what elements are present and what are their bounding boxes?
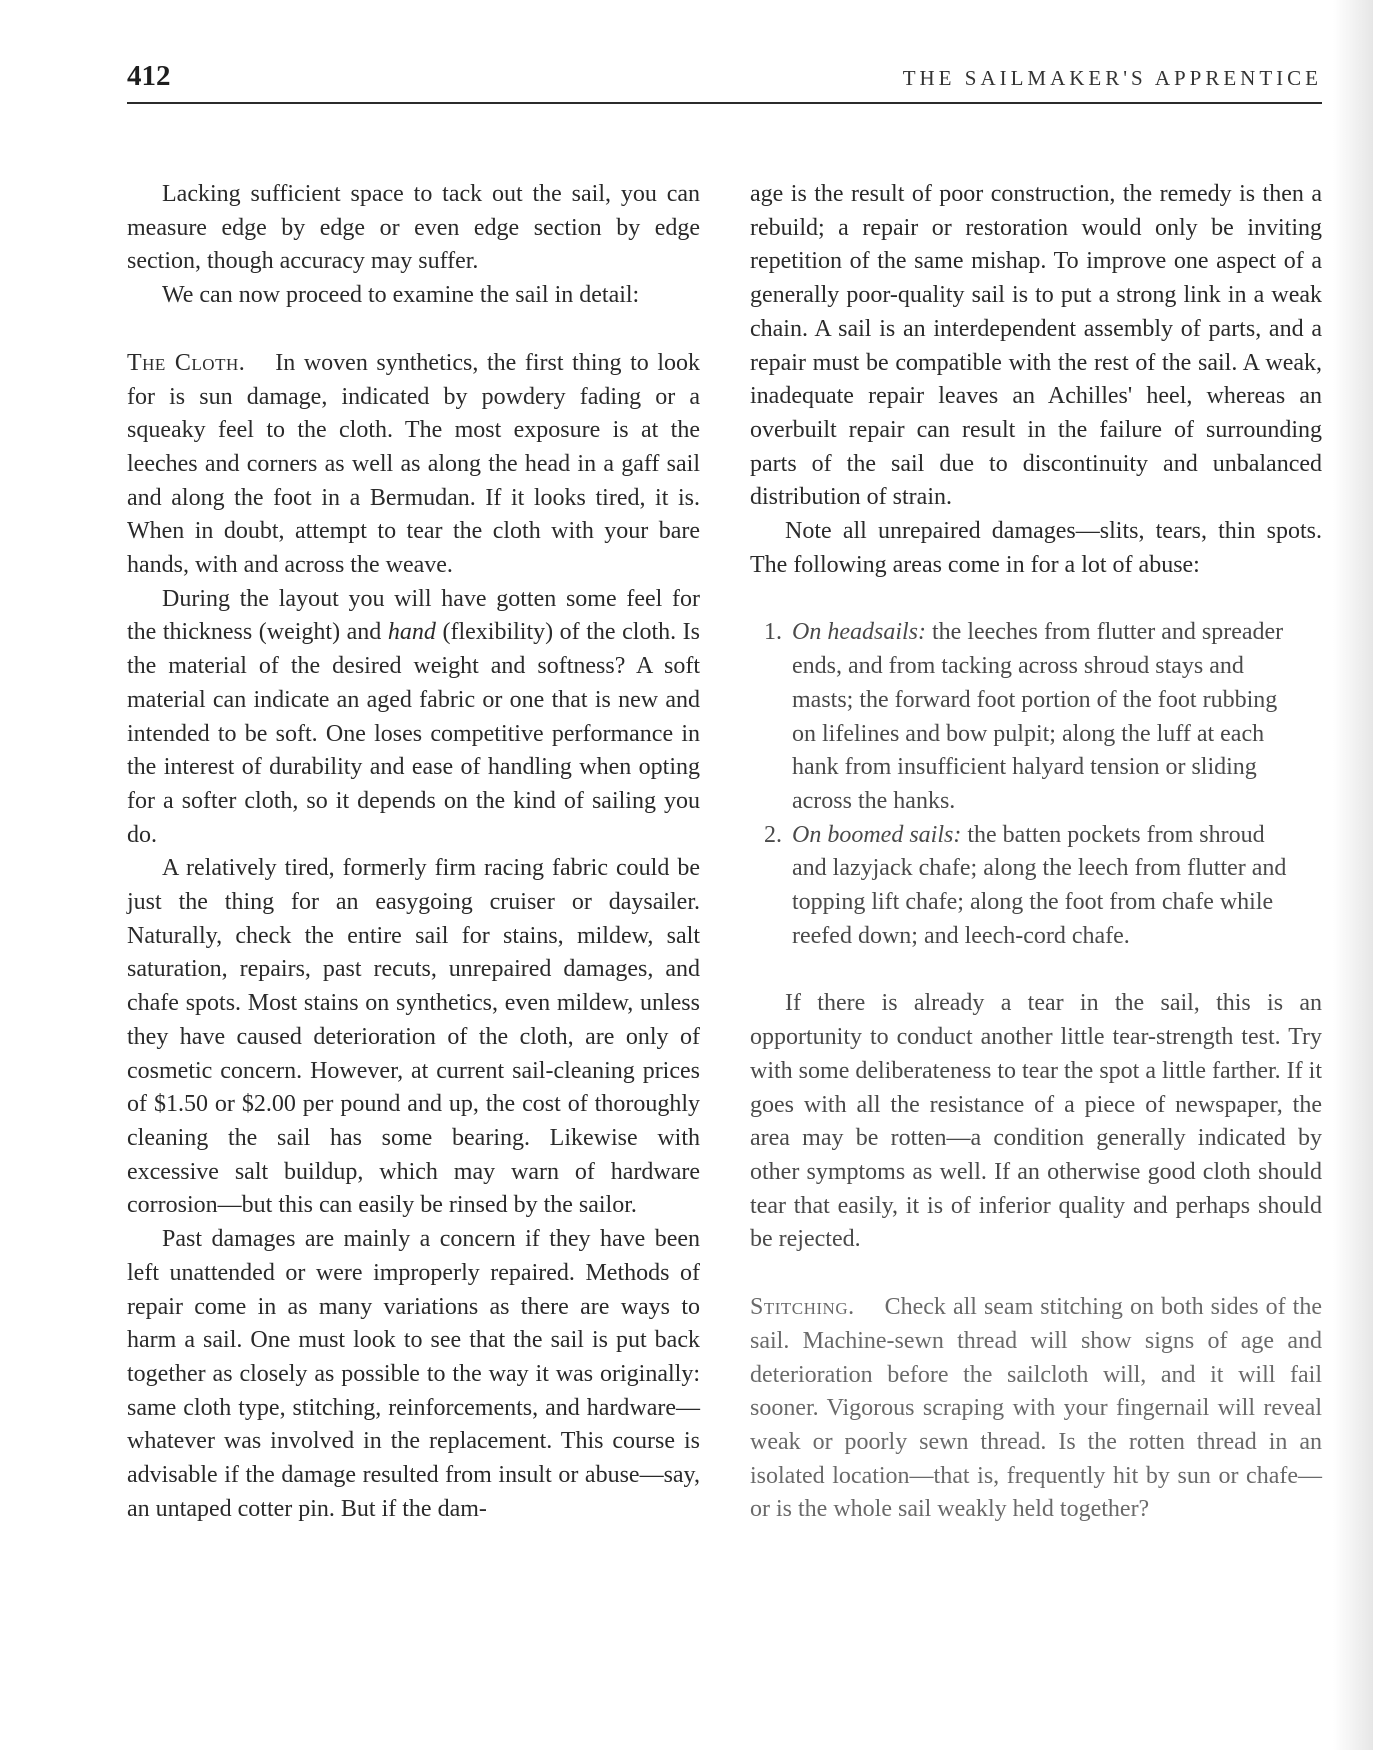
- paragraph: Lacking sufficient space to tack out the sail, you can measure edge by edge or even edge section by edge section, though accuracy may suffer.: [127, 181, 700, 275]
- running-title: THE SAILMAKER'S APPRENTICE: [902, 66, 1322, 90]
- list-item: [750, 819, 1322, 954]
- paragraph-text: During the layout you will have gotten some feel for the thickness (weight) and: [127, 585, 700, 646]
- list-text: the leeches from flutter and spreader ends, and from tacking across shroud stays and masts; the forward foot portion of the foot rubbing on lifelines and bow pulpit; along the luff at each hank from insufficient halyard tension or sliding across the hanks.: [792, 619, 1284, 814]
- paragraph-the-cloth: [127, 347, 700, 583]
- abuse-areas-list: [750, 616, 1322, 953]
- paragraph: age is the result of poor construction, the remedy is then a rebuild; a repair or restoration would only be inviting repetition of the same mishap. To improve one aspect of a generally poor-quality sail is to put a strong link in a weak chain. A sail is an interdependent assembly of parts, and a repair must be compatible with the rest of the sail. A weak, inadequate repair leaves an Achilles' heel, whereas an overbuilt repair can result in the failure of surrounding parts of the sail due to discontinuity and unbalanced distribution of strain.: [750, 181, 1322, 511]
- paragraph: A relatively tired, formerly firm racing fabric could be just the thing for an easygoing cruiser or daysailer. Naturally, check the entire sail for stains, mildew, salt saturation, repairs, past recuts, unrepaired damages, and chafe spots. Most stains on synthetics, even mildew, unless they have caused deterioration of the cloth, are only of cosmetic concern. However, at current sail-cleaning prices of $1.50 or $2.00 per pound and up, the cost of thoroughly cleaning the sail has some bearing. Likewise with excessive salt buildup, which may warn of hardware corrosion—but this can easily be rinsed by the sailor.: [127, 855, 700, 1219]
- paragraph: [127, 583, 700, 853]
- page-number: 412: [127, 60, 171, 92]
- paragraph-text: In woven synthetics, the first thing to look for is sun damage, indicated by powdery fading or a squeaky feel to the cloth. The most exposure is at the leeches and corners as well as along the head in a gaff sail and along the foot in a Bermudan. If it looks tired, it is. When in doubt, attempt to tear the cloth with your bare hands, with and across the weave.: [127, 349, 700, 579]
- section-heading-the-cloth: The Cloth.: [127, 349, 246, 376]
- section-heading-stitching: Stitching.: [750, 1294, 855, 1321]
- header-rule: [127, 102, 1322, 104]
- paragraph: We can now proceed to examine the sail in detail:: [162, 282, 640, 309]
- list-label: On boomed sails:: [792, 821, 962, 848]
- page-edge-shadow: [1333, 0, 1373, 1750]
- paragraph-stitching: [750, 1291, 1322, 1527]
- right-column: [750, 178, 1322, 1527]
- page-header: [127, 56, 1322, 100]
- paragraph-text: Check all seam stitching on both sides of the sail. Machine-sewn thread will show signs of age and deterioration before the sailcloth will, and it will fail sooner. Vigorous scraping with your fingernail will reveal weak or poorly sewn thread. Is the rotten thread in an isolated location—that is, frequently hit by sun or chafe—or is the whole sail weakly held together?: [750, 1294, 1322, 1523]
- list-number: 1.: [764, 619, 782, 646]
- list-text: the batten pockets from shroud and lazyjack chafe; along the leech from flutter and topping lift chafe; along the foot from chafe while reefed down; and leech-cord chafe.: [792, 821, 1287, 949]
- paragraph: If there is already a tear in the sail, this is an opportunity to conduct another little tear-strength test. Try with some deliberateness to tear the spot a little farther. If it goes with all the resistance of a piece of newspaper, the area may be rotten—a condition generally indicated by other symptoms as well. If an otherwise good cloth should tear that easily, it is of inferior quality and perhaps should be rejected.: [750, 990, 1322, 1253]
- paragraph-text: (flexibility) of the cloth. Is the material of the desired weight and softness? A soft material can indicate an aged fabric or one that is new and intended to be soft. One loses competitive performance in the interest of durability and ease of handling when opting for a softer cloth, so it depends on the kind of sailing you do.: [127, 619, 701, 848]
- paragraph: Past damages are mainly a concern if they have been left unattended or were improperly repaired. Methods of repair come in as many variations as there are ways to harm a sail. One must look to see that the sail is put back together as closely as possible to the way it was originally: same cloth type, stitching, reinforcements, and hardware—whatever was involved in the replacement. This course is advisable if the damage resulted from insult or abuse—say, an untaped cotter pin. But if the dam-: [127, 1226, 700, 1522]
- list-item: [750, 616, 1322, 818]
- paragraph: Note all unrepaired damages—slits, tears, thin spots. The following areas come in for a lot of abuse:: [750, 518, 1322, 578]
- left-column: [127, 178, 700, 1526]
- list-label: On headsails:: [792, 619, 926, 646]
- list-number: 2.: [764, 821, 782, 848]
- emphasis-term: hand: [387, 619, 436, 646]
